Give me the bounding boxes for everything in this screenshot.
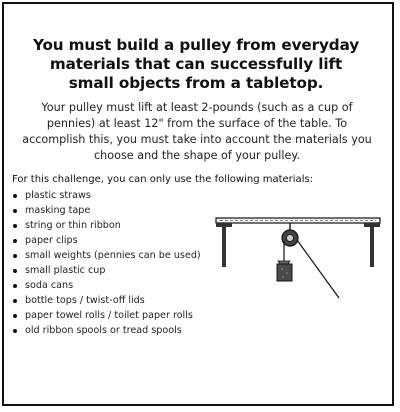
pulley-axle: [287, 235, 294, 242]
material-item: [12, 309, 212, 323]
weight-speck: [286, 272, 288, 274]
bullet-icon: [13, 314, 17, 318]
table-leg-right: [370, 227, 374, 267]
material-label: old ribbon spools or tread spools: [25, 325, 182, 336]
bullet-icon: [13, 329, 17, 333]
table-bracket-left: [216, 223, 232, 227]
materials-lead: For this challenge, you can only use the following materials:: [12, 174, 314, 185]
bullet-icon: [13, 299, 17, 303]
table-bracket-right: [364, 223, 380, 227]
challenge-headline: You must build a pulley from everyday materials that can successfully lift small objects from a tabletop.: [32, 36, 360, 92]
material-item: [12, 279, 212, 293]
bullet-icon: [13, 209, 17, 213]
material-label: bottle tops / twist-off lids: [25, 295, 145, 306]
bullet-icon: [13, 194, 17, 198]
material-item: [12, 189, 212, 203]
material-label: paper towel rolls / toilet paper rolls: [25, 310, 193, 321]
pulley-on-table-icon: [216, 218, 380, 298]
material-item: [12, 324, 212, 338]
pulley-illustration: [208, 212, 388, 312]
bullet-icon: [13, 239, 17, 243]
material-item: [12, 204, 212, 218]
material-item: [12, 294, 212, 308]
material-label: soda cans: [25, 280, 74, 291]
materials-list: [12, 189, 212, 339]
table-leg-left: [222, 227, 226, 267]
material-label: plastic straws: [25, 190, 91, 201]
material-label: small plastic cup: [25, 265, 106, 276]
material-item: [12, 264, 212, 278]
material-item: [12, 219, 212, 233]
weight-block: [277, 264, 292, 281]
challenge-intro: Your pulley must lift at least 2-pounds (such as a cup of pennies) at least 12" from the surface of the table. To accomplish this, you must take into account the materials you choose and the shape of your pulley.: [22, 101, 372, 162]
pulley-rope-pull: [297, 240, 339, 298]
material-item: [12, 249, 212, 263]
material-label: small weights (pennies can be used): [25, 250, 201, 261]
bullet-icon: [13, 224, 17, 228]
material-label: string or thin ribbon: [25, 220, 121, 231]
material-label: paper clips: [25, 235, 78, 246]
bullet-icon: [13, 269, 17, 273]
bullet-icon: [13, 284, 17, 288]
weight-speck: [282, 276, 284, 278]
bullet-icon: [13, 254, 17, 258]
material-item: [12, 234, 212, 248]
weight-speck: [281, 268, 283, 270]
material-label: masking tape: [25, 205, 91, 216]
